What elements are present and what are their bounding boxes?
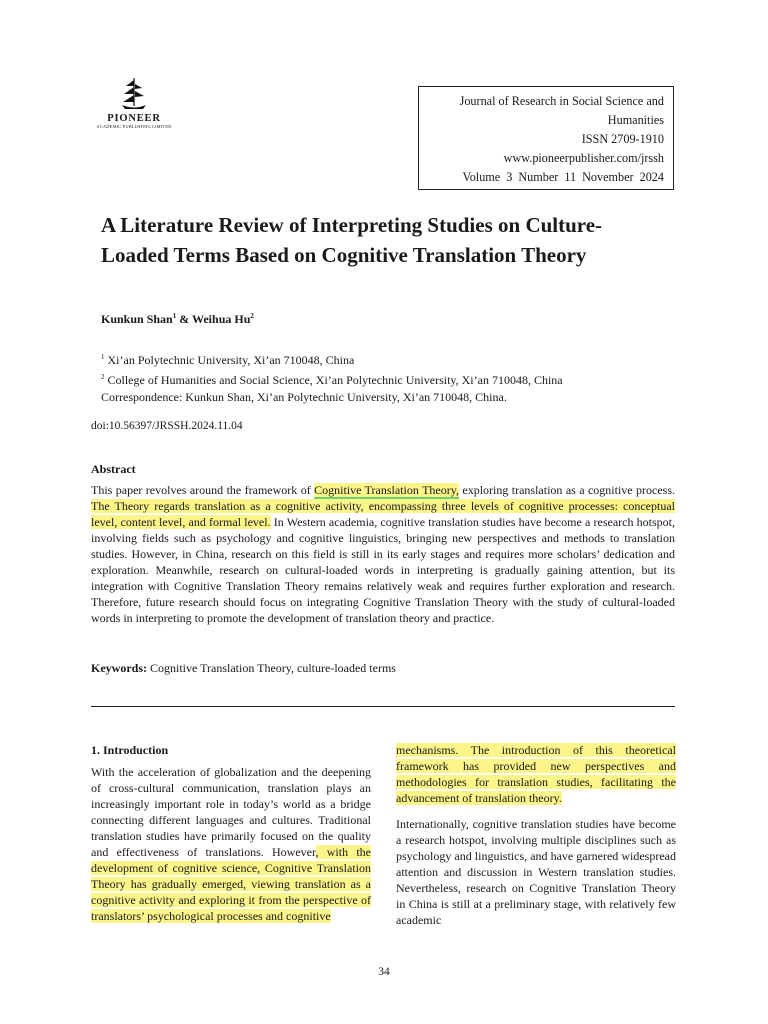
journal-issn: ISSN 2709-1910 [581, 132, 664, 146]
intro-highlight: , with the development of cognitive science, Cognitive Translation Theory has gradually emerged, viewing translation as a cognitive activity and exploring it from the perspective of translators’ psychological processes and cognitive [91, 845, 372, 923]
affiliations [101, 349, 701, 406]
abstract-text-1: This paper revolves around the framework of [91, 483, 315, 497]
journal-url[interactable]: www.pioneerpublisher.com/jrssh [503, 151, 664, 165]
publisher-subtitle: ACADEMIC PUBLISHING LIMITED [96, 124, 172, 129]
intro-paragraph-1 [91, 764, 371, 924]
affiliation-2 [101, 369, 701, 389]
author-2: Weihua Hu [192, 312, 251, 326]
keywords-text: Cognitive Translation Theory, culture-loaded terms [147, 661, 396, 675]
affiliation-1-sup: 1 [101, 353, 105, 361]
page-number: 34 [378, 966, 390, 978]
journal-name-line1: Journal of Research in Social Science and [459, 94, 664, 108]
intro-paragraph-2: Internationally, cognitive translation studies have become a research hotspot, involving multiple disciplines such as psychology and linguistics, and have garnered widespread attention and discussion in Western translation studies. Nevertheless, research on Cognitive Translation Theory in China is still at a preliminary stage, with relatively few academic [396, 817, 676, 927]
correspondence: Correspondence: Kunkun Shan, Xi’an Polytechnic University, Xi’an 710048, China. [101, 390, 507, 404]
keywords [91, 660, 675, 676]
abstract-text-2: exploring translation as a cognitive process. [458, 483, 676, 497]
journal-name-line2: Humanities [607, 113, 664, 127]
doi[interactable]: doi:10.56397/JRSSH.2024.11.04 [91, 420, 243, 432]
journal-info-box [418, 86, 674, 190]
affiliation-2-sup: 2 [101, 373, 105, 381]
intro-right-column [396, 742, 676, 928]
intro-paragraph-1-cont [396, 742, 676, 806]
abstract-body [91, 482, 675, 626]
publisher-name: PIONEER [107, 113, 161, 124]
section-divider [91, 706, 675, 707]
sailing-ship-icon [119, 76, 149, 112]
abstract-heading: Abstract [91, 462, 136, 476]
affiliation-2-text: College of Humanities and Social Science, Xi’an Polytechnic University, Xi’an 710048, China [104, 373, 563, 387]
abstract-highlight-underline: Cognitive Translation Theory, [314, 483, 459, 497]
affiliation-1-text: Xi’an Polytechnic University, Xi’an 710048, China [104, 353, 355, 367]
abstract-text-3: In Western academia, cognitive translation studies have become a research hotspot, involving fields such as psychology and cognitive linguistics, bringing new perspectives and methods to translation studies. However, in China, research on this field is still in its early stages and requires more scholars’ dedication and exploration. Meanwhile, research on cultural-loaded words in interpreting is gradually gaining attention, but its integration with Cognitive Translation Theory remains relatively weak and requires further exploration and research. Therefore, future research should focus on integrating Cognitive Translation Theory with the study of cultural-loaded words in interpreting to promote the development of translation theory and practice. [91, 515, 676, 625]
author-line [101, 312, 254, 327]
intro-text: With the acceleration of globalization and the deepening of cross-cultural communication, translation plays an increasingly important role in today’s world as a bridge connecting different languages and cultures. Traditional translation studies have primarily focused on the quality and effectiveness of translations. However [91, 765, 371, 859]
journal-volume: Volume 3 Number 11 November 2024 [462, 170, 664, 184]
intro-highlight-cont: mechanisms. The introduction of this theoretical framework has provided new perspectives and methodologies for translation studies, facilitating the advancement of translation theory. [396, 743, 676, 805]
section-heading-introduction: 1. Introduction [91, 743, 169, 757]
affiliation-1 [101, 349, 701, 369]
intro-left-column [91, 742, 371, 924]
abstract-highlight: The Theory regards translation as a cognitive activity, encompassing three levels of cognitive processes: conceptual level, content level, and formal level. [91, 499, 675, 529]
author-1: Kunkun Shan [101, 312, 173, 326]
author-1-sup: 1 [172, 312, 177, 320]
publisher-logo [86, 76, 182, 140]
paper-title: A Literature Review of Interpreting Studies on Culture-Loaded Terms Based on Cognitive Translation Theory [101, 213, 603, 267]
keywords-label: Keywords: [91, 661, 147, 675]
author-separator: & [176, 312, 193, 326]
author-2-sup: 2 [250, 312, 254, 320]
